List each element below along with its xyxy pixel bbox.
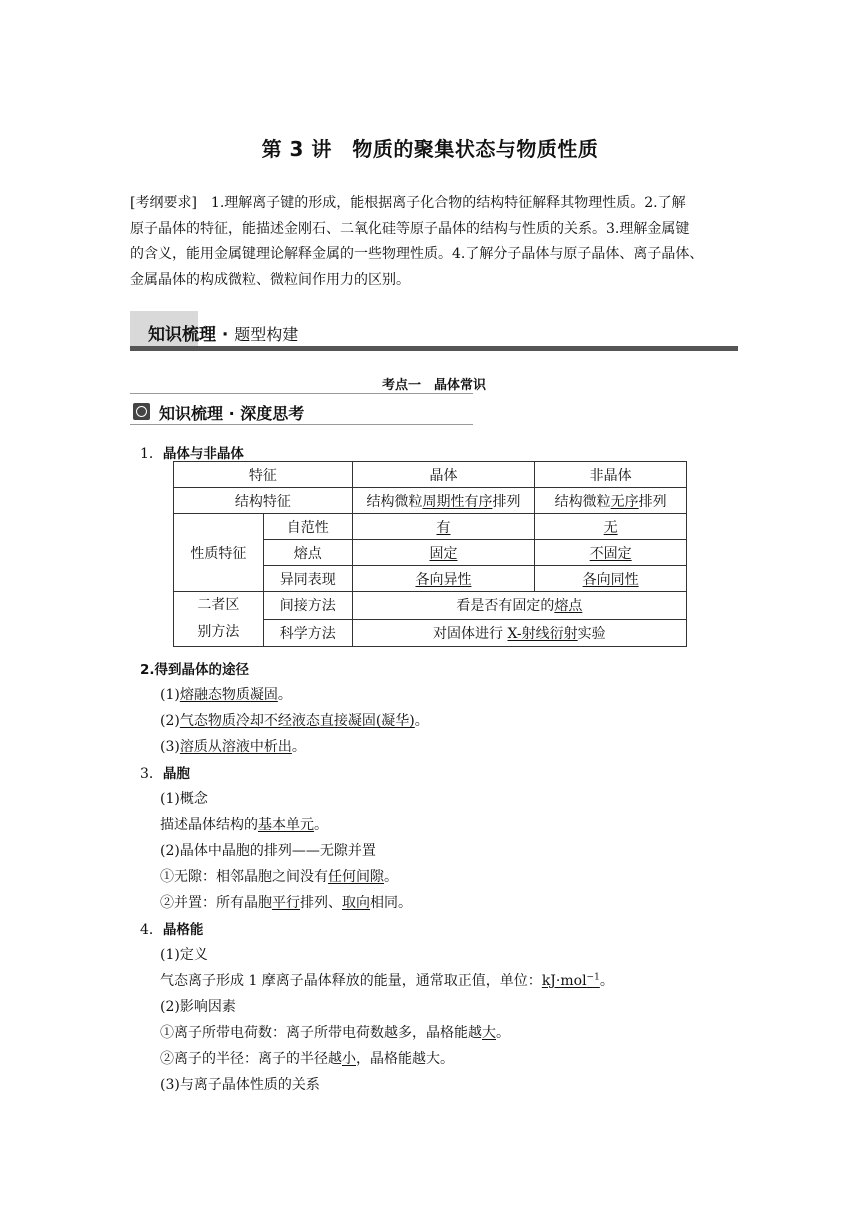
requirements-line: 的含义，能用金属键理论解释金属的一些物理性质。4.了解分子晶体与原子晶体、离子晶体、 xyxy=(130,246,704,262)
answer-underline: 熔点 xyxy=(554,598,583,615)
answer-underline: 大 xyxy=(482,1025,496,1041)
answer-underline: 任何间隙 xyxy=(328,869,384,885)
heading-text: 晶胞 xyxy=(162,766,190,782)
cell-text: 别方法 xyxy=(197,624,240,640)
text-line: (2)影响因素 xyxy=(160,999,236,1015)
clock-icon xyxy=(133,403,150,420)
unit-exponent: −1 xyxy=(586,972,600,983)
text: ②并置：所有晶胞 xyxy=(160,895,272,911)
answer-underline xyxy=(542,973,600,989)
answer-underline: 气态物质冷却不经液态直接凝固(凝华) xyxy=(179,713,415,729)
unit-text: kJ·mol xyxy=(541,973,587,989)
table-header: 晶体 xyxy=(352,462,535,488)
banner-dot: · xyxy=(216,325,235,345)
requirements-line: 原子晶体的特征，能描述金刚石、二氧化硅等原子晶体的结构与性质的关系。3.理解金属键 xyxy=(130,220,690,237)
text-line xyxy=(160,814,328,834)
heading-number: 4． xyxy=(140,922,163,938)
text: 。 xyxy=(314,817,328,833)
answer-underline: 平行 xyxy=(272,895,300,911)
cell-text: 结构微粒 xyxy=(554,493,611,510)
table-cell xyxy=(352,619,686,647)
answer-underline: 熔融态物质凝固 xyxy=(179,687,278,703)
table-cell xyxy=(352,540,535,566)
answer-underline: X-射线衍射 xyxy=(507,625,578,642)
item-number: (2) xyxy=(160,713,180,729)
banner-title xyxy=(148,320,298,345)
list-item xyxy=(160,684,292,704)
item-number: (3) xyxy=(160,739,180,755)
cell-text: 结构微粒 xyxy=(366,493,423,510)
table-cell: 间接方法 xyxy=(263,592,352,620)
answer-underline: 基本单元 xyxy=(258,817,314,833)
section-banner xyxy=(130,311,738,351)
table-cell xyxy=(352,592,686,620)
table-row xyxy=(174,592,687,620)
text: 。 xyxy=(496,1025,510,1041)
text-line: (1)定义 xyxy=(160,947,208,963)
text-line: (1)概念 xyxy=(160,791,208,807)
answer-underline: 无 xyxy=(603,519,618,536)
heading-text: 晶格能 xyxy=(162,922,204,938)
text: ①离子所带电荷数：离子所带电荷数越多，晶格能越 xyxy=(160,1025,482,1041)
answer-underline: 有 xyxy=(436,519,451,536)
table-cell xyxy=(174,592,264,647)
text: 。 xyxy=(384,869,398,885)
subsection-header xyxy=(130,397,473,425)
item-text: 。 xyxy=(291,739,306,755)
answer-underline: 周期性有序 xyxy=(422,493,493,510)
answer-underline: 不固定 xyxy=(589,545,632,562)
text-line: (3)与离子晶体性质的关系 xyxy=(160,1077,320,1093)
text-line: (2)晶体中晶胞的排列——无隙并置 xyxy=(160,843,376,859)
table-cell: 科学方法 xyxy=(263,619,352,647)
table-row xyxy=(174,488,687,514)
item-text: 。 xyxy=(414,713,429,729)
page-title: 第 3 讲 物质的聚集状态与物质性质 xyxy=(261,137,599,161)
divider xyxy=(130,393,473,394)
cell-text: 看是否有固定的 xyxy=(456,598,555,615)
table-row xyxy=(174,462,687,488)
heading-number: 1． xyxy=(140,446,163,462)
list-item xyxy=(160,710,429,730)
cell-text: 排列 xyxy=(638,493,667,510)
table-cell xyxy=(535,540,687,566)
cell-text: 实验 xyxy=(577,625,606,642)
text: 气态离子形成 1 摩离子晶体释放的能量，通常取正值，单位： xyxy=(160,973,542,989)
topic-heading: 考点一 晶体常识 xyxy=(381,378,486,393)
exam-requirements xyxy=(130,191,738,293)
answer-underline: 各向同性 xyxy=(582,571,639,588)
requirements-line: 金属晶体的构成微粒、微粒间作用力的区别。 xyxy=(130,271,410,288)
heading-number: 3． xyxy=(140,766,163,782)
text-line xyxy=(160,892,412,912)
text: 相同。 xyxy=(370,895,412,911)
banner-sub: 题型构建 xyxy=(234,325,299,344)
table-cell xyxy=(352,514,535,540)
heading-text: 晶体与非晶体 xyxy=(162,446,244,462)
answer-underline: 无序 xyxy=(610,493,639,510)
table-header: 非晶体 xyxy=(535,462,687,488)
text: ①无隙：相邻晶胞之间没有 xyxy=(160,869,328,885)
text: 排列、 xyxy=(300,895,342,911)
table-row xyxy=(174,514,687,540)
text-line xyxy=(160,1022,510,1042)
table-header: 特征 xyxy=(174,462,353,488)
table-cell xyxy=(352,566,535,592)
text: ，晶格能越大。 xyxy=(356,1051,454,1067)
answer-underline: 溶质从溶液中析出 xyxy=(179,739,292,755)
text-line xyxy=(160,970,614,990)
answer-underline: 固定 xyxy=(429,545,458,562)
item-number: (1) xyxy=(160,687,180,703)
heading-2: 2.得到晶体的途径 xyxy=(140,662,250,678)
table-cell xyxy=(535,566,687,592)
text: 。 xyxy=(599,973,614,989)
table-cell: 异同表现 xyxy=(263,566,352,592)
table-cell: 熔点 xyxy=(263,540,352,566)
answer-underline: 取向 xyxy=(342,895,370,911)
crystal-comparison-table xyxy=(173,461,687,647)
divider xyxy=(130,424,473,425)
text-line xyxy=(160,1048,454,1068)
banner-rule xyxy=(130,346,738,351)
cell-text: 对固体进行 xyxy=(433,625,508,642)
heading-1 xyxy=(140,442,244,463)
item-text: 。 xyxy=(277,687,292,703)
table-cell xyxy=(535,514,687,540)
table-cell xyxy=(535,488,687,514)
list-item xyxy=(160,736,306,756)
table-cell: 结构特征 xyxy=(174,488,353,514)
requirements-line: [考纲要求] 1.理解离子键的形成，能根据离子化合物的结构特征解释其物理性质。2.了解 xyxy=(130,195,686,211)
text: 描述晶体结构的 xyxy=(160,817,258,833)
subsection-title: 知识梳理 · 深度思考 xyxy=(159,404,305,423)
text-line xyxy=(160,866,398,886)
cell-text: 二者区 xyxy=(197,597,240,613)
cell-text: 排列 xyxy=(492,493,521,510)
text: ②离子的半径：离子的半径越 xyxy=(160,1051,342,1067)
table-cell xyxy=(352,488,535,514)
heading-4 xyxy=(140,918,203,939)
banner-main: 知识梳理 xyxy=(148,325,216,345)
table-cell: 性质特征 xyxy=(174,514,264,592)
answer-underline: 小 xyxy=(342,1051,356,1067)
heading-3 xyxy=(140,762,190,783)
table-cell: 自范性 xyxy=(263,514,352,540)
answer-underline: 各向异性 xyxy=(415,571,472,588)
